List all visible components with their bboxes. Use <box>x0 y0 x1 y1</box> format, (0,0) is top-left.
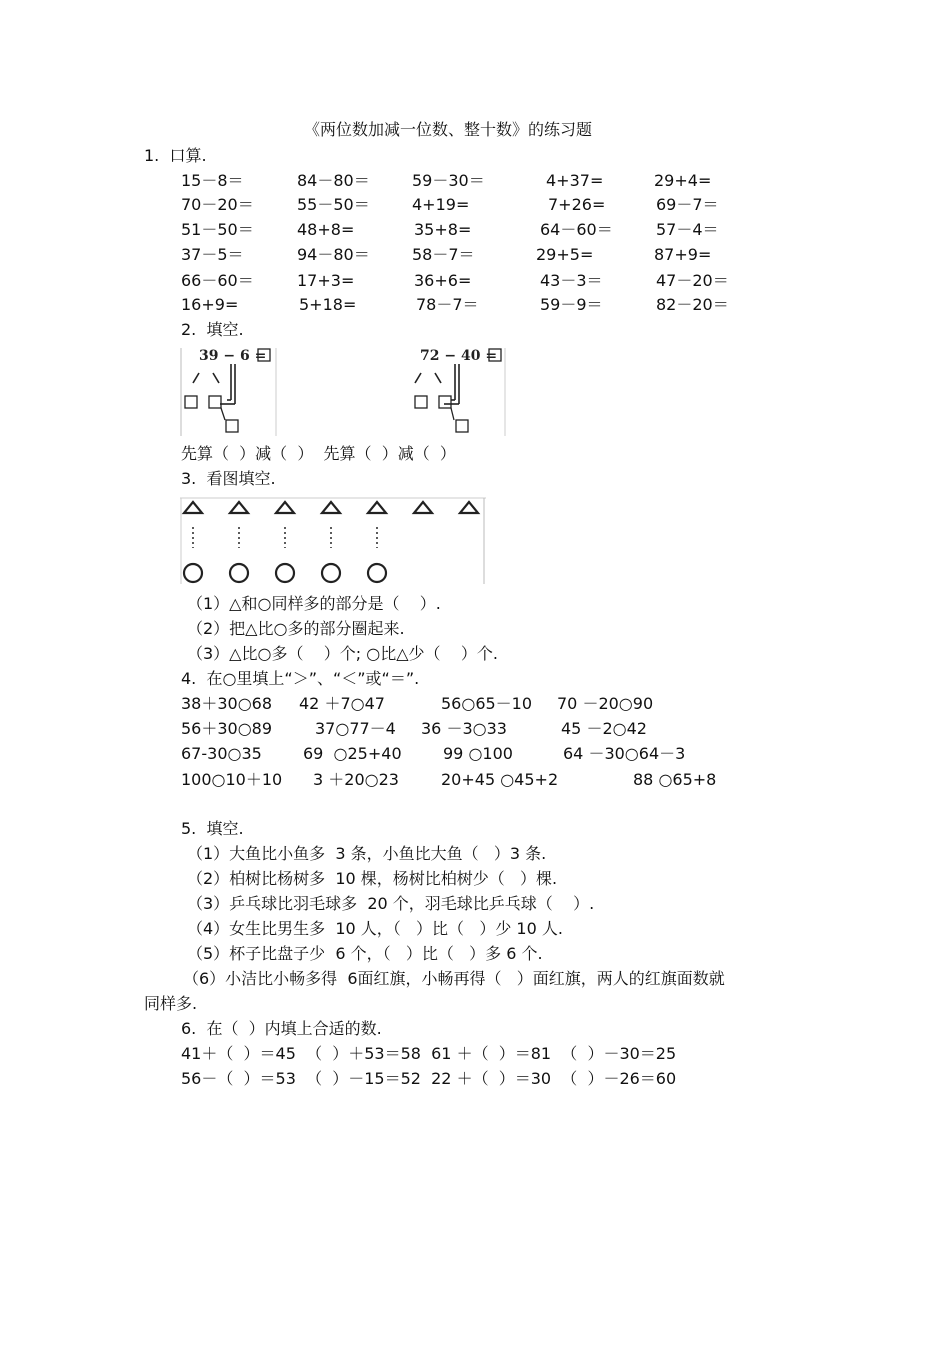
triangle-icon <box>276 502 294 513</box>
problem: 59－30＝ <box>412 171 485 190</box>
compare-item: 42 ＋7○47 <box>299 694 385 713</box>
problem: 47－20＝ <box>656 271 729 290</box>
problem: 78－7＝ <box>416 295 479 314</box>
compare-item: 99 ○100 <box>443 744 513 763</box>
problem: 7+26= <box>548 195 606 214</box>
triangle-icon <box>460 502 478 513</box>
s5-question-6-continued: 同样多. <box>144 994 198 1013</box>
problem: 55－50＝ <box>297 195 370 214</box>
blank-box <box>456 420 468 432</box>
s6-row-2: 56－（ ）＝53 （ ）－15＝52 22 ＋（ ）＝30 （ ）－26＝60 <box>181 1069 677 1088</box>
problem: 94－80＝ <box>297 245 370 264</box>
problem: 51－50＝ <box>181 220 254 239</box>
compare-item: 36 －3○33 <box>421 719 507 738</box>
problem: 48+8= <box>297 220 355 239</box>
compare-item: 20+45 ○45+2 <box>441 770 559 789</box>
decomposition-figure <box>180 344 510 438</box>
circle-icon <box>368 564 386 582</box>
compare-item: 37○77－4 <box>315 719 396 738</box>
problem: 58－7＝ <box>412 245 475 264</box>
problem: 29+5= <box>536 245 594 264</box>
problem: 15－8＝ <box>181 171 244 190</box>
problem: 29+4= <box>654 171 712 190</box>
problem: 43－3＝ <box>540 271 603 290</box>
problem: 70－20＝ <box>181 195 254 214</box>
section-5-heading: 5. 填空. <box>181 819 244 838</box>
compare-item: 67-30○35 <box>181 744 262 763</box>
triangle-icon <box>414 502 432 513</box>
page-title: 《两位数加减一位数、整十数》的练习题 <box>304 120 593 139</box>
triangle-icon <box>184 502 202 513</box>
blank-box <box>226 420 238 432</box>
compare-item: 69 ○25+40 <box>303 744 402 763</box>
triangle-icon <box>368 502 386 513</box>
fig2-expression: 72 − 40 = <box>420 348 498 364</box>
circle-icon <box>322 564 340 582</box>
section-3-heading: 3. 看图填空. <box>181 469 276 488</box>
s6-row-1: 41＋（ ）＝45 （ ）＋53＝58 61 ＋（ ）＝81 （ ）－30＝25 <box>181 1044 677 1063</box>
s3-question-3: （3）△比○多（ ）个; ○比△少（ ）个. <box>187 644 498 663</box>
circle-row <box>184 564 386 582</box>
problem: 36+6= <box>414 271 472 290</box>
compare-item: 70 －20○90 <box>557 694 654 713</box>
problem: 82－20＝ <box>656 295 729 314</box>
s3-question-2: （2）把△比○多的部分圈起来. <box>187 619 405 638</box>
section-1-heading: 1. 口算. <box>144 146 207 165</box>
blank-box <box>415 396 427 408</box>
problem: 59－9＝ <box>540 295 603 314</box>
problem: 84－80＝ <box>297 171 370 190</box>
triangle-row <box>184 502 478 513</box>
triangle-icon <box>322 502 340 513</box>
compare-item: 88 ○65+8 <box>633 770 717 789</box>
fig1-expression: 39 − 6 = <box>199 348 267 364</box>
section-2-heading: 2. 填空. <box>181 320 244 339</box>
problem: 4+19= <box>412 195 470 214</box>
dotted-connector-row <box>193 527 377 548</box>
triangle-icon <box>230 502 248 513</box>
problem: 64－60＝ <box>540 220 613 239</box>
problem: 5+18= <box>299 295 357 314</box>
problem: 87+9= <box>654 245 712 264</box>
section-4-heading: 4. 在○里填上“＞”、“＜”或“＝”. <box>181 669 420 688</box>
compare-item: 56＋30○89 <box>181 719 273 738</box>
problem: 66－60＝ <box>181 271 254 290</box>
problem: 57－4＝ <box>656 220 719 239</box>
s5-question-5: （5）杯子比盘子少 6 个，（ ）比（ ）多 6 个. <box>187 944 543 963</box>
compare-item: 56○65－10 <box>441 694 533 713</box>
s5-question-3: （3）乒乓球比羽毛球多 20 个，羽毛球比乒乓球（ ）. <box>187 894 595 913</box>
problem: 69－7＝ <box>656 195 719 214</box>
section-6-heading: 6. 在（ ）内填上合适的数. <box>181 1019 382 1038</box>
blank-box <box>439 396 451 408</box>
s5-question-6: （6）小洁比小畅多得 6面红旗，小畅再得（ ）面红旗，两人的红旗面数就 <box>183 969 725 988</box>
circle-icon <box>184 564 202 582</box>
s5-question-1: （1）大鱼比小鱼多 3 条，小鱼比大鱼（ ）3 条. <box>187 844 547 863</box>
s3-question-1: （1）△和○同样多的部分是（ ）. <box>187 594 441 613</box>
problem: 35+8= <box>414 220 472 239</box>
problem: 4+37= <box>546 171 604 190</box>
blank-box <box>185 396 197 408</box>
compare-item: 3 ＋20○23 <box>313 770 399 789</box>
circle-icon <box>230 564 248 582</box>
problem: 17+3= <box>297 271 355 290</box>
s5-question-4: （4）女生比男生多 10 人，（ ）比（ ）少 10 人. <box>187 919 563 938</box>
compare-item: 38＋30○68 <box>181 694 273 713</box>
s5-question-2: （2）柏树比杨树多 10 棵，杨树比柏树少（ ）棵. <box>187 869 558 888</box>
problem: 37－5＝ <box>181 245 244 264</box>
circle-icon <box>276 564 294 582</box>
blank-box <box>209 396 221 408</box>
problem: 16+9= <box>181 295 239 314</box>
compare-item: 64 －30○64－3 <box>563 744 686 763</box>
section-2-fill-line: 先算（ ）减（ ） 先算（ ）减（ ） <box>181 444 456 463</box>
compare-item: 100○10＋10 <box>181 770 283 789</box>
shapes-figure <box>180 496 486 584</box>
compare-item: 45 －2○42 <box>561 719 647 738</box>
